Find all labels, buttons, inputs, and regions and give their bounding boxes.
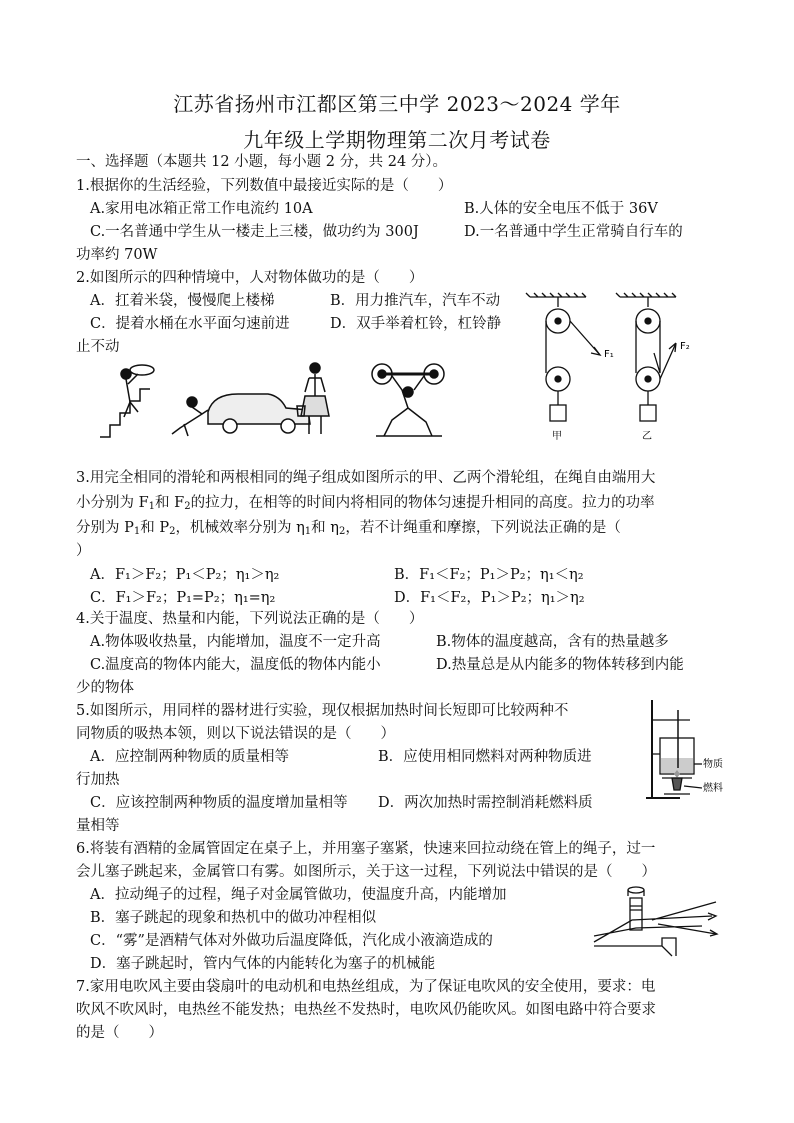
q2-stem: 2.如图所示的四种情境中，人对物体做功的是（ ） xyxy=(76,270,424,286)
q4-option-d-cont: 少的物体 xyxy=(76,680,134,696)
section-heading: 一、选择题（本题共 12 小题，每小题 2 分，共 24 分）。 xyxy=(76,154,448,170)
q4-stem: 4.关于温度、热量和内能，下列说法正确的是（ ） xyxy=(76,611,424,627)
q6-stem-line2: 会儿塞子跳起来，金属管口有雾。如图所示，关于这一过程，下列说法中错误的是（ ） xyxy=(76,864,656,880)
table xyxy=(594,938,676,956)
q5-heating-apparatus-figure xyxy=(640,698,730,802)
q1-option-d-cont: 功率约 70W xyxy=(76,247,158,263)
q3-stem-line3: 分别为 $P_1$和 $P_2$，机械效率分别为 $\eta_1$和 $\eta_2$，若不计绳重和摩擦，下列说法正确的是（ xyxy=(76,520,621,537)
label-substance: 物质 xyxy=(703,759,723,770)
burner xyxy=(672,778,682,790)
q6-option-b: B．塞子跳起的现象和热机中的做功冲程相似 xyxy=(90,910,377,926)
person-climbing-stairs-icon xyxy=(100,365,154,437)
q5-option-d: D．两次加热时需控制消耗燃料质 xyxy=(378,795,593,811)
person-holding-barbell-icon xyxy=(372,364,444,436)
ceiling-right xyxy=(616,293,676,297)
q4-option-c: C.温度高的物体内能大，温度低的物体内能小 xyxy=(90,657,381,673)
q5-option-b-cont: 行加热 xyxy=(76,772,120,788)
q3-option-c: C．F₁＞F₂；P₁=P₂；η₁=η₂ xyxy=(90,590,276,606)
q5-option-c: C．应该控制两种物质的温度增加量相等 xyxy=(90,795,348,811)
weight-left xyxy=(550,405,566,421)
label-jia: 甲 xyxy=(552,431,562,442)
q2-option-d: D．双手举着杠铃，杠铃静 xyxy=(330,316,502,332)
q5-option-a: A．应控制两种物质的质量相等 xyxy=(90,749,289,765)
q6-option-a: A．拉动绳子的过程，绳子对金属管做功，使温度升高，内能增加 xyxy=(90,887,507,903)
weight-right xyxy=(640,405,656,421)
q3-option-d: D．F₁＜F₂，P₁＞P₂；η₁＞η₂ xyxy=(394,590,585,606)
q1-option-c: C.一名普通中学生从一楼走上三楼，做功约为 300J xyxy=(90,224,419,240)
q1-option-d: D.一名普通中学生正常骑自行车的 xyxy=(464,224,683,240)
stopper xyxy=(628,887,644,893)
q6-option-c: C．“雾”是酒精气体对外做功后温度降低，汽化成小液滴造成的 xyxy=(90,933,493,949)
q1-option-a: A.家用电冰箱正常工作电流约 10A xyxy=(90,201,313,217)
q3-option-a: A．F₁＞F₂；P₁＜P₂；η₁＞η₂ xyxy=(90,567,280,583)
q4-option-a: A.物体吸收热量，内能增加，温度不一定升高 xyxy=(90,634,381,650)
q3-stem-line4: ） xyxy=(76,543,91,559)
q4-option-b: B.物体的温度越高，含有的热量越多 xyxy=(436,634,669,650)
q5-stem-line1: 5.如图所示，用同样的器材进行实验，现仅根据加热时间长短即可比较两种不 xyxy=(76,703,569,719)
q1-stem: 1.根据你的生活经验，下列数值中最接近实际的是（ ） xyxy=(76,178,453,194)
label-yi: 乙 xyxy=(642,431,652,442)
exam-title-school: 江苏省扬州市江都区第三中学 2023～2024 学年 xyxy=(173,92,621,116)
q2-option-a: A．扛着米袋，慢慢爬上楼梯 xyxy=(90,293,275,309)
q6-option-d: D．塞子跳起时，管内气体的内能转化为塞子的机械能 xyxy=(90,956,436,972)
q2-scenes-figure xyxy=(100,362,520,442)
q5-stem-line2: 同物质的吸热本领，则以下说法错误的是（ ） xyxy=(76,726,395,742)
exam-title-paper: 九年级上学期物理第二次月考试卷 xyxy=(243,128,551,152)
metal-tube xyxy=(630,898,642,930)
q3-pulley-figure xyxy=(528,293,718,443)
q2-option-b: B．用力推汽车，汽车不动 xyxy=(330,293,501,309)
q7-stem-line3: 的是（ ） xyxy=(76,1025,163,1041)
q2-option-c: C．提着水桶在水平面匀速前进 xyxy=(90,316,290,332)
person-pushing-car-icon xyxy=(172,394,310,436)
f2-label: F₂ xyxy=(680,341,690,352)
q3-option-b: B．F₁＜F₂；P₁＞P₂；η₁＜η₂ xyxy=(394,567,584,583)
q2-option-d-cont: 止不动 xyxy=(76,339,120,355)
q6-metal-tube-figure xyxy=(592,880,718,956)
ceiling-left xyxy=(526,293,586,297)
q7-stem-line1: 7.家用电吹风主要由袋扇叶的电动机和电热丝组成，为了保证电吹风的安全使用，要求：电 xyxy=(76,979,656,995)
f1-label: F₁ xyxy=(604,349,614,360)
q5-option-d-cont: 量相等 xyxy=(76,818,120,834)
q3-stem-line1: 3.用完全相同的滑轮和两根相同的绳子组成如图所示的甲、乙两个滑轮组，在绳自由端用大 xyxy=(76,470,656,486)
q5-option-b: B．应使用相同燃料对两种物质进 xyxy=(378,749,592,765)
q4-option-d: D.热量总是从内能多的物体转移到内能 xyxy=(436,657,684,673)
q3-stem-line2: 小分别为 $F_1$和 $F_2$的拉力，在相等的时间内将相同的物体匀速提升相同的高度。拉力的功率 xyxy=(76,495,655,512)
label-fuel: 燃料 xyxy=(703,783,723,794)
rope xyxy=(594,902,716,942)
q6-stem-line1: 6.将装有酒精的金属管固定在桌子上，并用塞子塞紧，快速来回拉动绕在管上的绳子，过一 xyxy=(76,841,656,857)
q7-stem-line2: 吹风不吹风时，电热丝不能发热；电热丝不发热时，电吹风仍能吹风。如图电路中符合要求 xyxy=(76,1002,656,1018)
q1-option-b: B.人体的安全电压不低于 36V xyxy=(464,201,658,217)
